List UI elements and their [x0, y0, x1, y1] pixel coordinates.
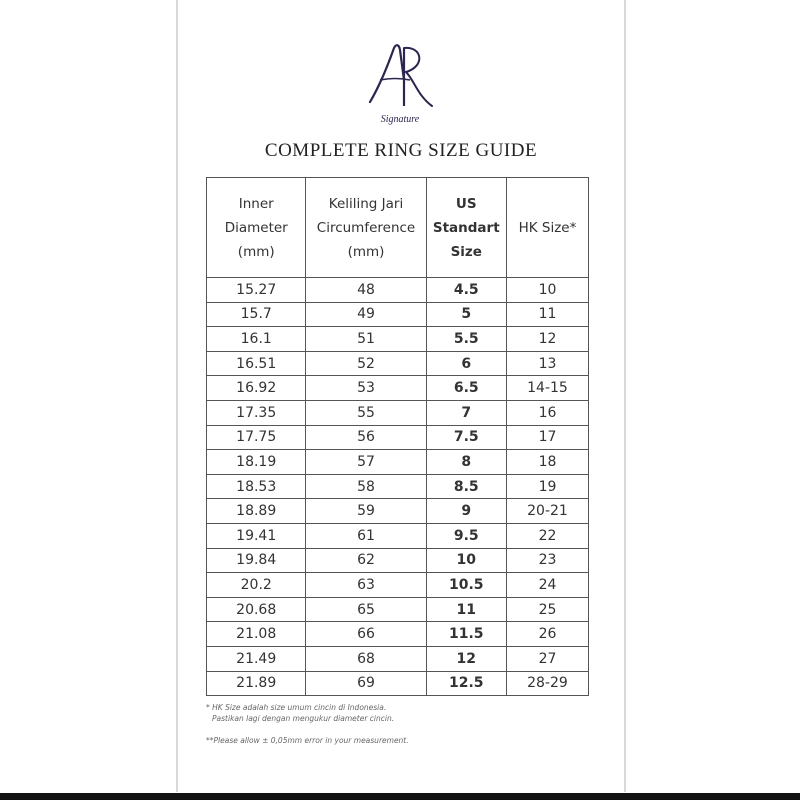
table-cell: 21.89 [207, 671, 306, 696]
table-row [207, 400, 589, 425]
table-row [207, 573, 589, 598]
table-cell: 24 [506, 573, 588, 598]
table-row [207, 351, 589, 376]
table-cell: 16.51 [207, 351, 306, 376]
table-cell: 23 [506, 548, 588, 573]
table-row [207, 646, 589, 671]
table-cell: 7 [426, 400, 506, 425]
table-row [207, 671, 589, 696]
brand-logo [360, 40, 440, 125]
table-cell: 16.1 [207, 327, 306, 352]
footnote-measurement: **Please allow ± 0,05mm error in your measurement. [206, 736, 409, 745]
table-cell: 19.41 [207, 523, 306, 548]
table-cell: 12 [506, 327, 588, 352]
table-cell: 10 [506, 278, 588, 303]
footnote-hk-line1: * HK Size adalah size umum cincin di Indonesia. [206, 703, 387, 712]
column-header-line: Circumference [316, 219, 416, 236]
table-cell: 66 [306, 622, 426, 647]
column-header-line: US [455, 195, 477, 212]
table-row [207, 450, 589, 475]
column-header [306, 178, 426, 278]
table-cell: 52 [306, 351, 426, 376]
table-cell: 22 [506, 523, 588, 548]
table-cell: 18.19 [207, 450, 306, 475]
table-cell: 28-29 [506, 671, 588, 696]
table-cell: 11 [506, 302, 588, 327]
table-row [207, 474, 589, 499]
table-cell: 6.5 [426, 376, 506, 401]
table-cell: 6 [426, 351, 506, 376]
footnotes [206, 702, 596, 746]
table-cell: 68 [306, 646, 426, 671]
bottom-bar [0, 793, 800, 800]
table-cell: 56 [306, 425, 426, 450]
table-cell: 21.49 [207, 646, 306, 671]
table-cell: 9.5 [426, 523, 506, 548]
brand-logo-text: Signature [380, 114, 420, 125]
column-header-line: (mm) [347, 243, 385, 260]
footnote-hk-line2: Pastikan lagi dengan mengukur diameter cincin. [212, 714, 395, 723]
column-header-line: (mm) [237, 243, 275, 260]
column-header [506, 178, 588, 278]
table-cell: 16.92 [207, 376, 306, 401]
table-cell: 18 [506, 450, 588, 475]
table-cell: 11 [426, 597, 506, 622]
table-cell: 5 [426, 302, 506, 327]
column-header [207, 178, 306, 278]
table-row [207, 376, 589, 401]
table-cell: 20.2 [207, 573, 306, 598]
table-cell: 5.5 [426, 327, 506, 352]
table-cell: 10.5 [426, 573, 506, 598]
table-cell: 4.5 [426, 278, 506, 303]
table-cell: 12.5 [426, 671, 506, 696]
table-row [207, 622, 589, 647]
column-header-line: Standart [432, 219, 500, 236]
table-cell: 25 [506, 597, 588, 622]
column-header-line: Keliling Jari [328, 195, 404, 212]
table-cell: 61 [306, 523, 426, 548]
table-cell: 58 [306, 474, 426, 499]
table-cell: 27 [506, 646, 588, 671]
table-cell: 59 [306, 499, 426, 524]
table-row [207, 425, 589, 450]
table-cell: 57 [306, 450, 426, 475]
column-header-line: HK Size* [518, 219, 577, 236]
column-header [426, 178, 506, 278]
table-cell: 49 [306, 302, 426, 327]
table-cell: 69 [306, 671, 426, 696]
table-cell: 18.53 [207, 474, 306, 499]
table-cell: 19.84 [207, 548, 306, 573]
table-row [207, 597, 589, 622]
table-row [207, 548, 589, 573]
table-cell: 48 [306, 278, 426, 303]
table-cell: 65 [306, 597, 426, 622]
table-cell: 26 [506, 622, 588, 647]
table-cell: 20-21 [506, 499, 588, 524]
table-row [207, 278, 589, 303]
table-cell: 15.27 [207, 278, 306, 303]
table-header-row [207, 178, 589, 278]
column-header-line: Diameter [224, 219, 288, 236]
table-cell: 20.68 [207, 597, 306, 622]
table-cell: 10 [426, 548, 506, 573]
table-cell: 17 [506, 425, 588, 450]
table-cell: 51 [306, 327, 426, 352]
table-cell: 19 [506, 474, 588, 499]
table-cell: 17.75 [207, 425, 306, 450]
page-title: COMPLETE RING SIZE GUIDE [264, 140, 538, 161]
table-cell: 63 [306, 573, 426, 598]
table-body [207, 278, 589, 696]
table-cell: 9 [426, 499, 506, 524]
table-cell: 14-15 [506, 376, 588, 401]
table-cell: 7.5 [426, 425, 506, 450]
table-cell: 11.5 [426, 622, 506, 647]
column-header-line: Inner [238, 195, 274, 212]
column-header-line: Size [450, 243, 482, 260]
table-row [207, 327, 589, 352]
table-cell: 17.35 [207, 400, 306, 425]
table-cell: 21.08 [207, 622, 306, 647]
table-cell: 16 [506, 400, 588, 425]
table-cell: 15.7 [207, 302, 306, 327]
table-cell: 8.5 [426, 474, 506, 499]
table-cell: 55 [306, 400, 426, 425]
table-cell: 18.89 [207, 499, 306, 524]
table-row [207, 523, 589, 548]
table-row [207, 499, 589, 524]
ring-size-table [206, 177, 589, 696]
table-cell: 62 [306, 548, 426, 573]
table-cell: 12 [426, 646, 506, 671]
table-row [207, 302, 589, 327]
table-cell: 8 [426, 450, 506, 475]
table-cell: 53 [306, 376, 426, 401]
table-cell: 13 [506, 351, 588, 376]
